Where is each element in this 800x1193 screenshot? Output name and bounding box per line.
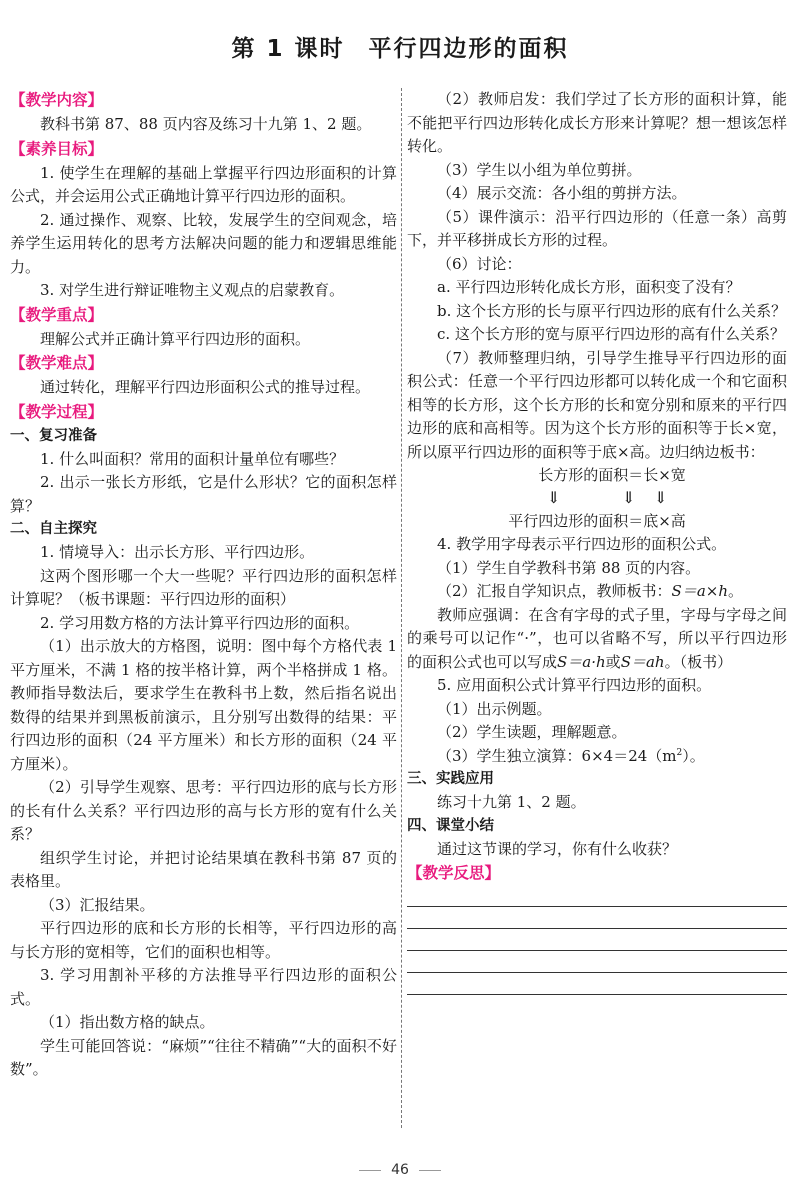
writing-line bbox=[407, 928, 787, 929]
paragraph: 学生可能回答说：“麻烦”“往往不精确”“大的面积不好数”。 bbox=[10, 1036, 397, 1078]
paragraph: 3. 学习用割补平移的方法推导平行四边形的面积公式。 bbox=[10, 966, 397, 1008]
difficulty-text: 通过转化，理解平行四边形面积公式的推导过程。 bbox=[40, 378, 371, 396]
formula-arrows bbox=[407, 488, 787, 510]
paragraph: c. 这个长方形的宽与原平行四边形的高有什么关系？ bbox=[437, 325, 785, 343]
tag-reflection: 【教学反思】 bbox=[407, 864, 501, 882]
goal-3: 3. 对学生进行辩证唯物主义观点的启蒙教育。 bbox=[40, 281, 345, 299]
paragraph: （1）学生自学教科书第 88 页的内容。 bbox=[437, 558, 701, 577]
paragraph: （7）教师整理归纳，引导学生推导平行四边形的面积公式：任意一个平行四边形都可以转化成一个和它面积相等的长方形，这个长方形的长和宽分别和原来的平行四边形的底和高相等。因为这个长方形的面积等于长×宽，所以原平行四边形的面积等于底×高。边归纳边板书： bbox=[407, 348, 787, 461]
paragraph: （2）学生读题，理解题意。 bbox=[437, 723, 627, 741]
section-explore: 二、自主探究 bbox=[10, 521, 97, 537]
paragraph-text: 教师应强调：在含有字母的式子里，字母与字母之间的乘号可以记作“·”，也可以省略不写，所以平行四边形的面积公式也可以写成 bbox=[407, 605, 787, 671]
paragraph: （4）展示交流：各小组的剪拼方法。 bbox=[437, 184, 687, 202]
paragraph: 通过这节课的学习，你有什么收获？ bbox=[437, 839, 678, 858]
tag-key-point: 【教学重点】 bbox=[10, 305, 104, 324]
page-number: 46 bbox=[391, 1162, 409, 1178]
paragraph-text: （2）汇报自学知识点，教师板书： bbox=[437, 582, 672, 600]
writing-line bbox=[407, 906, 787, 907]
left-column bbox=[10, 88, 397, 1082]
paragraph: a. 平行四边形转化成长方形，面积变了没有？ bbox=[437, 278, 741, 296]
footer-dash bbox=[359, 1170, 381, 1171]
goal-1: 1. 使学生在理解的基础上掌握平行四边形面积的计算公式，并会运用公式正确地计算平行四边形的面积。 bbox=[10, 163, 397, 205]
paragraph: 5. 应用面积公式计算平行四边形的面积。 bbox=[437, 676, 712, 694]
formula-sah: S＝a×h bbox=[671, 582, 728, 600]
section-summary: 四、课堂小结 bbox=[407, 817, 494, 834]
page-title bbox=[0, 30, 800, 63]
section-practice: 三、实践应用 bbox=[407, 771, 494, 787]
tag-process: 【教学过程】 bbox=[10, 402, 104, 421]
paragraph: b. 这个长方形的长与原平行四边形的底有什么关系？ bbox=[437, 301, 787, 320]
tag-difficulty: 【教学难点】 bbox=[10, 354, 104, 372]
paragraph: 2. 学习用数方格的方法计算平行四边形的面积。 bbox=[40, 613, 360, 632]
paragraph: （3）学生以小组为单位剪拼。 bbox=[437, 160, 642, 179]
paragraph: （6）讨论： bbox=[437, 254, 522, 273]
content-text: 教科书第 87、88 页内容及练习十九第 1、2 题。 bbox=[40, 115, 372, 133]
lesson-number: 第 1 课时 bbox=[231, 36, 345, 62]
paragraph bbox=[407, 745, 787, 769]
formula-rectangle: 长方形的面积＝长×宽 bbox=[538, 466, 686, 484]
calc-end: ）。 bbox=[682, 746, 705, 765]
footer-dash bbox=[419, 1170, 441, 1171]
paragraph: （1）指出数方格的缺点。 bbox=[40, 1013, 215, 1031]
right-column bbox=[407, 88, 787, 995]
writing-line bbox=[407, 972, 787, 973]
calc-text: （3）学生独立演算：6×4＝24（m bbox=[437, 746, 677, 765]
section-review: 一、复习准备 bbox=[10, 427, 97, 444]
paragraph: 平行四边形的底和长方形的长相等，平行四边形的高与长方形的宽相等，它们的面积也相等。 bbox=[10, 919, 397, 961]
down-arrow-icon: ⇓ bbox=[622, 487, 636, 507]
paragraph-end: 。（板书） bbox=[664, 652, 733, 671]
paragraph: 4. 教学用字母表示平行四边形的面积公式。 bbox=[437, 535, 727, 553]
paragraph: 这两个图形哪一个大一些呢？平行四边形的面积怎样计算呢？（板书课题：平行四边形的面积） bbox=[10, 566, 397, 608]
goal-2: 2. 通过操作、观察、比较，发展学生的空间观念，培养学生运用转化的思考方法解决问题的能力和逻辑思维能力。 bbox=[10, 210, 397, 276]
tag-goals: 【素养目标】 bbox=[10, 139, 104, 158]
formula-s-dot: S＝a·h bbox=[557, 652, 606, 671]
down-arrow-icon: ⇓ bbox=[547, 487, 561, 507]
paragraph: （2）教师启发：我们学过了长方形的面积计算，能不能把平行四边形转化成长方形来计算呢？想一想该怎样转化。 bbox=[407, 90, 787, 155]
superscript: 2 bbox=[676, 747, 683, 758]
or-text: 或 bbox=[605, 652, 621, 671]
column-divider bbox=[401, 88, 402, 1128]
paragraph: （3）汇报结果。 bbox=[40, 895, 155, 914]
writing-line bbox=[407, 950, 787, 951]
paragraph: （1）出示例题。 bbox=[437, 699, 552, 718]
paragraph: （2）引导学生观察、思考：平行四边形的底与长方形的长有什么关系？平行四边形的高与长方形的宽有什么关系？ bbox=[10, 778, 397, 843]
paragraph: （5）课件演示：沿平行四边形的（任意一条）高剪下，并平移拼成长方形的过程。 bbox=[407, 207, 787, 249]
paragraph: 1. 情境导入：出示长方形、平行四边形。 bbox=[40, 543, 315, 561]
paragraph: （1）出示放大的方格图，说明：图中每个方格代表 1 平方厘米，不满 1 格的按半格计算，两个半格拼成 1 格。教师指导数法后，要求学生在教科书上数，然后指名说出数得的结果并到黑板前演示，且分别写出数得的结果：平行四边形的面积（24 平方厘米）和长方形的面积（24 平方厘米）。 bbox=[10, 637, 397, 773]
paragraph: 练习十九第 1、2 题。 bbox=[437, 793, 586, 811]
formula-s-ah: S＝ah bbox=[620, 652, 665, 671]
paragraph: 1. 什么叫面积？常用的面积计量单位有哪些？ bbox=[40, 449, 345, 468]
paragraph: （2）汇报自学知识点，教师板书：S＝a×h。 bbox=[437, 582, 744, 600]
writing-line bbox=[407, 994, 787, 995]
formula-parallelogram: 平行四边形的面积＝底×高 bbox=[508, 511, 686, 530]
tag-content: 【教学内容】 bbox=[10, 91, 104, 109]
page-footer bbox=[0, 1162, 800, 1178]
paragraph: 2. 出示一张长方形纸，它是什么形状？它的面积怎样算？ bbox=[10, 473, 397, 515]
down-arrow-icon: ⇓ bbox=[654, 487, 668, 507]
paragraph: 组织学生讨论，并把讨论结果填在教科书第 87 页的表格里。 bbox=[10, 848, 397, 890]
paragraph bbox=[407, 604, 787, 675]
key-point-text: 理解公式并正确计算平行四边形的面积。 bbox=[40, 329, 311, 348]
lesson-topic: 平行四边形的面积 bbox=[368, 36, 569, 62]
